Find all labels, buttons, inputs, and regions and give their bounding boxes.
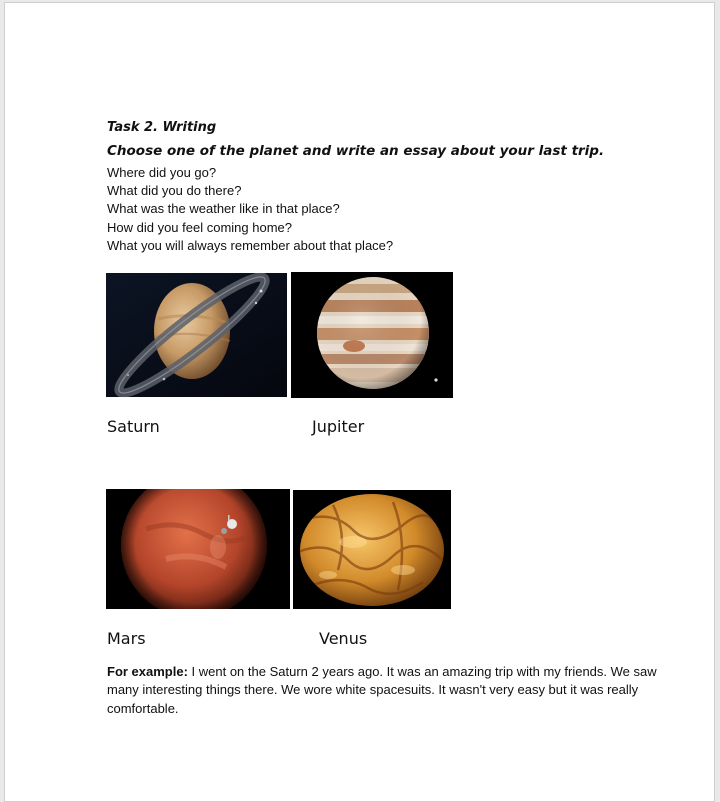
question-item: Where did you go? <box>107 165 217 180</box>
saturn-image <box>106 273 287 397</box>
venus-illustration <box>293 490 451 609</box>
question-item: What was the weather like in that place? <box>107 201 340 217</box>
planet-caption-mars: Mars <box>107 629 146 648</box>
example-text: I went on the Saturn 2 years ago. It was an amazing trip with my friends. We saw many interesting things there. We wore white spacesuits. It wasn't very easy but it was really comfortable. <box>107 664 657 716</box>
planet-caption-saturn: Saturn <box>107 417 160 436</box>
example-label: For example: <box>107 664 188 679</box>
mars-image <box>106 489 290 609</box>
mars-illustration <box>106 489 290 609</box>
venus-image <box>293 490 451 609</box>
planet-caption-jupiter: Jupiter <box>312 417 365 436</box>
jupiter-image <box>291 272 453 398</box>
saturn-illustration <box>106 273 287 397</box>
document-page <box>4 2 715 802</box>
example-paragraph <box>107 663 672 718</box>
task-instruction: Choose one of the planet and write an essay about your last trip. <box>107 143 605 159</box>
jupiter-illustration <box>291 272 453 398</box>
planet-caption-venus: Venus <box>319 629 368 648</box>
task-title: Task 2. Writing <box>107 120 217 135</box>
question-item: What did you do there? <box>107 183 242 199</box>
question-list <box>107 164 393 255</box>
question-item: What you will always remember about that place? <box>107 237 394 253</box>
question-item: How did you feel coming home? <box>107 219 292 235</box>
